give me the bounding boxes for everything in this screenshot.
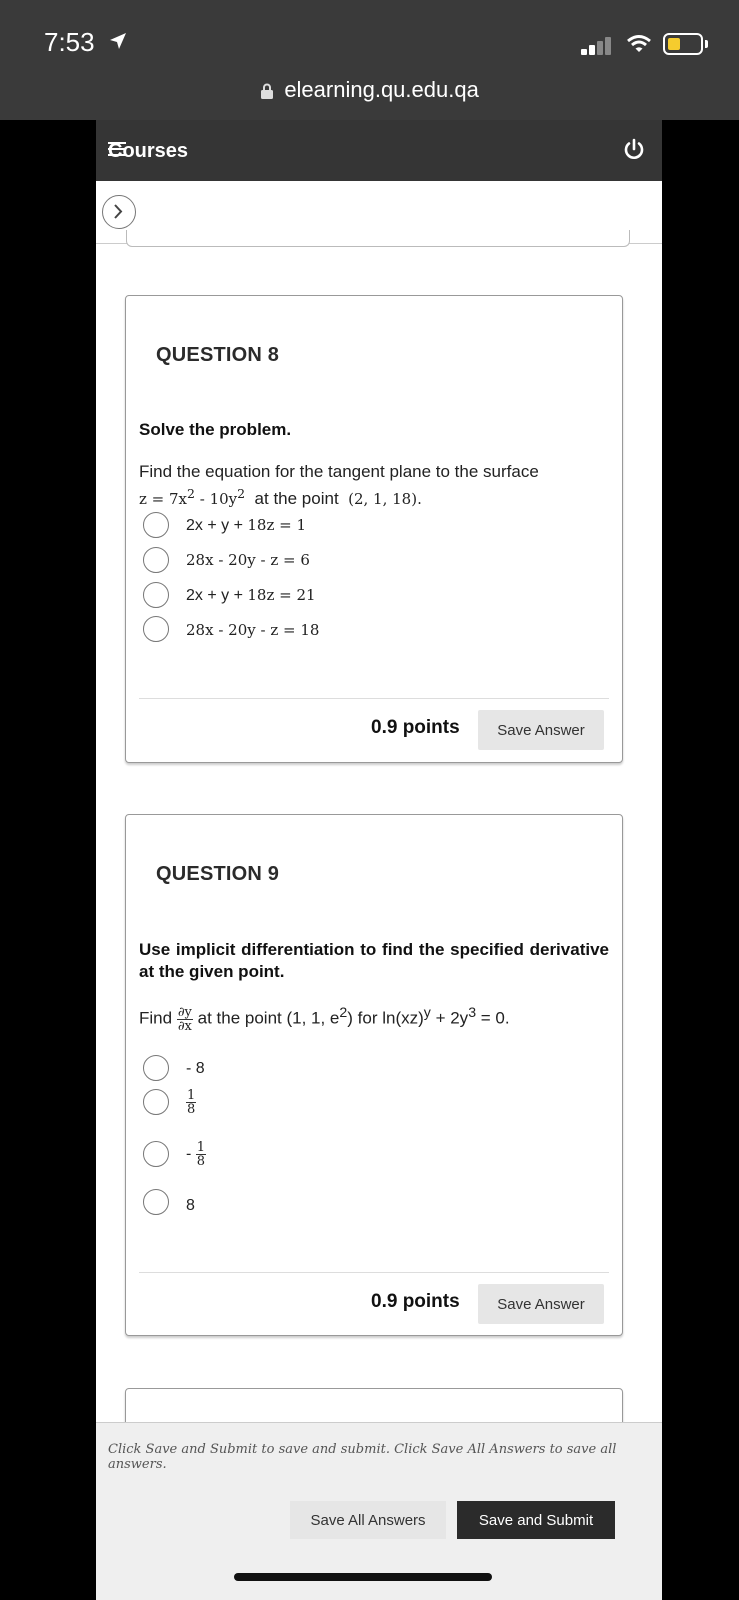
power-icon[interactable]: [622, 138, 646, 162]
answer-option-label: 28x - 20y - z = 18: [186, 621, 320, 639]
question-instruction: Solve the problem.: [139, 420, 292, 439]
answer-radio[interactable]: [143, 1141, 169, 1167]
footer-instructions: Click Save and Submit to save and submit. Click Save All Answers to save all answers.: [108, 1442, 617, 1472]
address-bar[interactable]: [0, 77, 739, 103]
course-topbar: [96, 120, 662, 181]
home-indicator[interactable]: [234, 1573, 492, 1581]
answer-radio[interactable]: [143, 547, 169, 573]
question-card: [125, 814, 623, 1336]
answer-radio[interactable]: [143, 582, 169, 608]
answer-radio[interactable]: [143, 512, 169, 538]
question-title: QUESTION 8: [156, 344, 280, 366]
answer-option-label: 8: [186, 1197, 195, 1214]
answer-option-label: - 8: [186, 1060, 205, 1077]
battery-icon: [663, 33, 703, 55]
save-answer-button[interactable]: Save Answer: [478, 1284, 604, 1324]
points-label: 0.9 points: [371, 1291, 460, 1312]
question-prompt: Find $\frac{\partial y}{\partial x}$ at the point (1, 1, $e^2$) for $\ln(xz)^y + 2y^3 = 0$.: [139, 1004, 510, 1034]
save-and-submit-button[interactable]: Save and Submit: [457, 1501, 615, 1539]
question-card: [125, 295, 623, 763]
answer-option-fraction: $\frac{1}{8}$: [187, 1088, 196, 1117]
expand-menu-button[interactable]: [102, 195, 136, 229]
answer-radio[interactable]: [143, 1189, 169, 1215]
answer-radio[interactable]: [143, 1089, 169, 1115]
courses-menu-link[interactable]: Courses: [108, 140, 189, 162]
answer-radio[interactable]: [143, 1055, 169, 1081]
answer-option-label: 2x + y + 18z = 21: [186, 586, 316, 604]
save-answer-button[interactable]: Save Answer: [478, 710, 604, 750]
question-prompt: Find the equation for the tangent plane to the surface: [139, 462, 539, 481]
answer-option-label: 2x + y + 18z = 1: [186, 516, 307, 534]
chevron-right-icon: [103, 196, 134, 227]
answer-radio[interactable]: [143, 616, 169, 642]
previous-question-edge: [126, 230, 630, 247]
clock-text: 7:53: [44, 27, 95, 57]
lock-icon: [260, 83, 274, 99]
derivative-fraction: $\frac{\partial y}{\partial x}$: [177, 1004, 192, 1034]
question-instruction: Use implicit differentiation to find the specified derivative at the given point.: [139, 940, 609, 981]
ios-status-bar: [0, 0, 739, 120]
location-arrow-icon: [108, 31, 128, 51]
question-title: QUESTION 9: [156, 863, 280, 885]
page-content: [96, 120, 662, 1600]
answer-option-label: 28x - 20y - z = 6: [186, 551, 310, 569]
points-label: 0.9 points: [371, 717, 460, 738]
url-text: elearning.qu.edu.qa: [284, 77, 479, 102]
answer-option-fraction: - $\frac{1}{8}$: [186, 1140, 206, 1169]
wifi-icon: [626, 34, 652, 54]
status-time: [44, 27, 128, 58]
save-all-answers-button[interactable]: Save All Answers: [290, 1501, 446, 1539]
question-prompt-math: $z = 7x^2 - 10y^2$ at the point (2, 1, 18).: [139, 486, 422, 508]
